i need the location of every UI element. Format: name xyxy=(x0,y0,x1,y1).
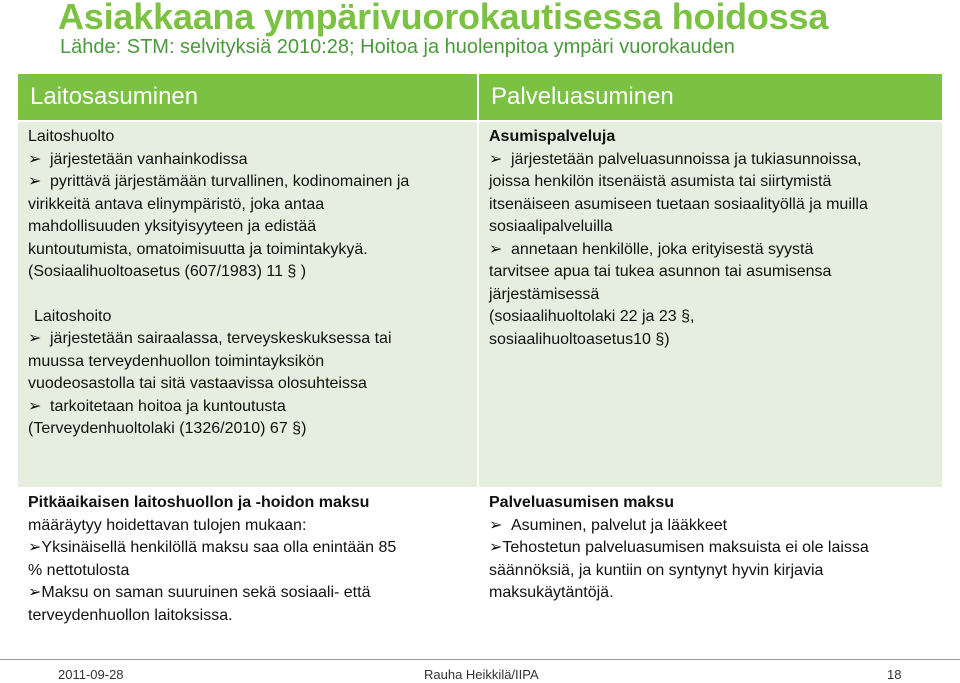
text-line: sosiaalipalveluilla xyxy=(489,218,613,235)
text-line: järjestetään sairaalassa, terveyskeskuksessa tai xyxy=(50,330,392,347)
text-line: terveydenhuollon laitoksissa. xyxy=(28,606,233,624)
heading-laitoshoito: Laitoshoito xyxy=(34,307,112,325)
bullet-arrow-icon: ➢ xyxy=(489,240,503,258)
header-laitosasuminen: Laitosasuminen xyxy=(18,74,477,120)
text-line: järjestetään palveluasunnoissa ja tukiasunnoissa, xyxy=(511,150,862,168)
text-line: (Terveydenhuoltolaki (1326/2010) 67 §) xyxy=(28,420,307,437)
heading-laitos-maksu: Pitkäaikaisen laitoshuollon ja -hoidon maksu xyxy=(28,494,370,511)
text-line: (sosiaalihuoltolaki 22 ja 23 §, xyxy=(489,308,695,325)
text-line: pyrittävä järjestämään turvallinen, kodinomainen ja xyxy=(50,173,410,190)
slide-footer xyxy=(0,659,960,683)
text-line: tarkoitetaan hoitoa ja kuntoutusta xyxy=(50,397,286,415)
text-line: % nettotulosta xyxy=(28,561,130,579)
text-line: muussa terveydenhuollon toimintayksikön xyxy=(28,352,325,370)
text-line: kuntoutumista, omatoimisuutta ja toimintakykyä. xyxy=(28,240,368,258)
text-line: Maksu on saman suuruinen sekä sosiaali- että xyxy=(41,584,371,601)
bullet-arrow-icon: ➢ xyxy=(489,516,503,534)
text-line: sosiaalihuoltoasetus10 §) xyxy=(489,330,670,348)
text-line: vuodeosastolla tai sitä vastaavissa olosuhteissa xyxy=(28,375,367,392)
text-line: järjestetään vanhainkodissa xyxy=(50,150,248,168)
text-line: säännöksiä, ja kuntiin on syntynyt hyvin kirjavia xyxy=(489,561,824,579)
cell-palvelu-maksu xyxy=(479,488,942,658)
text-line: Tehostetun palveluasumisen maksuista ei ole laissa xyxy=(502,539,869,556)
bullet-arrow-icon: ➢ xyxy=(28,173,42,190)
text-line: Asuminen, palvelut ja lääkkeet xyxy=(511,516,728,534)
footer-author: Rauha Heikkilä/IIPA xyxy=(424,667,539,682)
text-line: tarvitsee apua tai tukea asunnon tai asumisensa xyxy=(489,263,832,280)
bullet-arrow-icon: ➢ xyxy=(489,539,503,556)
bullet-arrow-icon: ➢ xyxy=(28,397,42,415)
heading-palvelu-maksu: Palveluasumisen maksu xyxy=(489,494,674,511)
text-line: itsenäiseen asumiseen tuetaan sosiaalityöllä ja muilla xyxy=(489,195,868,213)
cell-laitosasuminen xyxy=(18,122,477,487)
slide-subtitle: Lähde: STM: selvityksiä 2010:28; Hoitoa ja huolenpitoa ympäri vuorokauden xyxy=(60,36,735,58)
text-line: mahdollisuuden yksityisyyteen ja edistää xyxy=(28,218,317,235)
footer-page-number: 18 xyxy=(887,667,902,682)
text-line: Yksinäisellä henkilöllä maksu saa olla enintään 85 xyxy=(41,539,397,556)
bullet-arrow-icon: ➢ xyxy=(28,330,42,347)
heading-laitoshuolto: Laitoshuolto xyxy=(28,128,115,145)
bullet-arrow-icon: ➢ xyxy=(28,150,42,168)
text-line: annetaan henkilölle, joka erityisestä syystä xyxy=(511,240,814,258)
slide-title: Asiakkaana ympärivuorokautisessa hoidossa xyxy=(58,0,829,37)
text-line: virikkeitä antava elinympäristö, joka antaa xyxy=(28,195,325,213)
cell-laitos-maksu xyxy=(18,488,477,658)
text-line: (Sosiaalihuoltoasetus (607/1983) 11 § ) xyxy=(28,263,307,280)
cell-palveluasuminen xyxy=(479,122,942,487)
text-line: määräytyy hoidettavan tulojen mukaan: xyxy=(28,516,307,534)
heading-asumispalveluja: Asumispalveluja xyxy=(489,128,616,145)
text-line: järjestämisessä xyxy=(489,285,600,303)
bullet-arrow-icon: ➢ xyxy=(489,150,503,168)
bullet-arrow-icon: ➢ xyxy=(28,584,42,601)
bullet-arrow-icon: ➢ xyxy=(28,539,42,556)
text-line: joissa henkilön itsenäistä asumista tai siirtymistä xyxy=(489,173,832,190)
footer-date: 2011-09-28 xyxy=(58,667,124,682)
text-line: maksukäytäntöjä. xyxy=(489,584,614,601)
header-palveluasuminen: Palveluasuminen xyxy=(479,74,942,120)
